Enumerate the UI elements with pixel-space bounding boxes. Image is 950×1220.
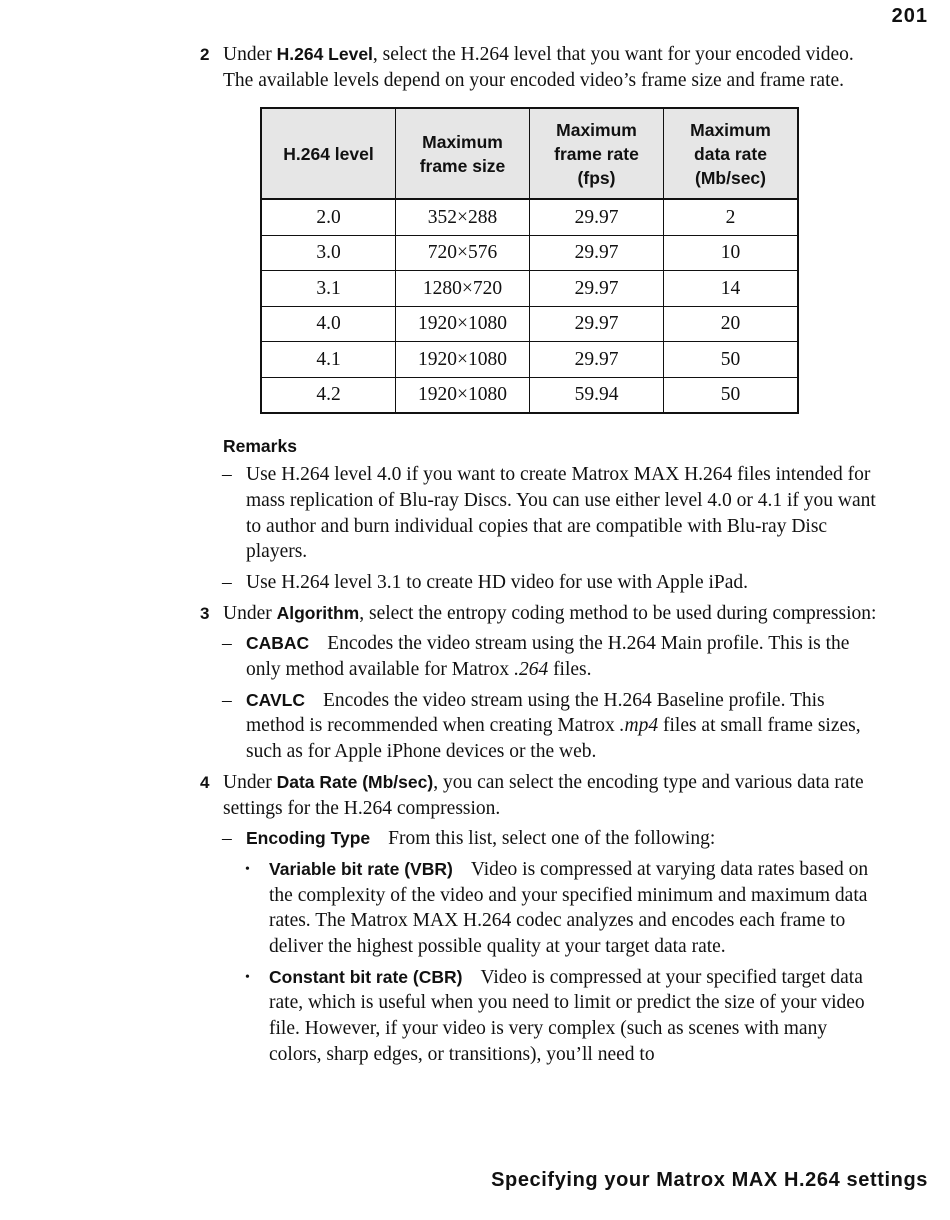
cabac-item: – CABAC Encodes the video stream using the H.264 Main profile. This is the only method available for Matrox .264 files. (222, 633, 850, 681)
page-content (200, 42, 880, 1068)
remarks-heading: Remarks (223, 436, 297, 457)
step-4: 4 Under Data Rate (Mb/sec), you can select the encoding type and various data rate settings for the H.264 compression. (200, 771, 864, 819)
encoding-type-item: – Encoding Type From this list, select one of the following: (222, 828, 716, 850)
table-row: 2.0 352×288 29.97 2 (261, 199, 798, 235)
step-number: 4 (200, 772, 210, 792)
table-row: 3.1 1280×720 29.97 14 (261, 271, 798, 307)
step-number: 2 (200, 45, 210, 64)
remark-item: – Use H.264 level 4.0 if you want to create Matrox MAX H.264 files intended for mass replication of Blu-ray Discs. You can use either level 4.0 or 4.1 if you want to author and burn individual copies that are compatible with Blu-ray Disc players. (222, 464, 876, 563)
table-header-row (261, 108, 798, 199)
cavlc-item: – CAVLC Encodes the video stream using the H.264 Baseline profile. This method is recommended when creating Matrox .mp4 files at small frame sizes, such as for Apple iPhone devices or the web. (222, 689, 861, 763)
term-cabac: CABAC (246, 633, 310, 654)
running-footer: Specifying your Matrox MAX H.264 settings (491, 1169, 928, 1191)
remark-item: – Use H.264 level 3.1 to create HD video for use with Apple iPad. (222, 571, 749, 593)
h264-level-table (260, 107, 799, 414)
col-header: Maximum frame rate (fps) (530, 108, 664, 199)
step-number: 3 (200, 603, 210, 623)
table-row: 4.0 1920×1080 29.97 20 (261, 306, 798, 342)
table-row: 4.2 1920×1080 59.94 50 (261, 377, 798, 413)
table-row: 4.1 1920×1080 29.97 50 (261, 342, 798, 378)
term-data-rate: Data Rate (Mb/sec) (276, 771, 434, 792)
term-vbr: Variable bit rate (VBR) (269, 858, 453, 879)
col-header: Maximum data rate (Mb/sec) (664, 108, 799, 199)
col-header: H.264 level (261, 108, 396, 199)
col-header: Maximum frame size (396, 108, 530, 199)
step-3: 3 Under Algorithm, select the entropy coding method to be used during compression: (200, 601, 880, 627)
step-2: 2 Under H.264 Level, select the H.264 level that you want for your encoded video. The available levels depend on your encoded video’s frame size and frame rate. (200, 44, 854, 91)
term-cbr: Constant bit rate (CBR) (269, 966, 463, 987)
table-row: 3.0 720×576 29.97 10 (261, 235, 798, 271)
term-algorithm: Algorithm (276, 602, 360, 623)
vbr-item: • Variable bit rate (VBR) Video is compressed at varying data rates based on the complexity of the video and your specified minimum and maximum data rates. The Matrox MAX H.264 codec analyzes and encodes each frame to deliver the highest possible quality at your target data rate. (245, 858, 869, 958)
page-number: 201 (891, 5, 928, 27)
term-cavlc: CAVLC (246, 689, 305, 710)
term-encoding-type: Encoding Type (246, 828, 371, 849)
cbr-item: • Constant bit rate (CBR) Video is compressed at your specified target data rate, which is useful when you need to limit or predict the size of your video file. However, if your video is very complex (such as scenes with many colors, sharp edges, or transitions), you’ll need to (245, 966, 865, 1065)
term-h264-level: H.264 Level (276, 44, 373, 64)
